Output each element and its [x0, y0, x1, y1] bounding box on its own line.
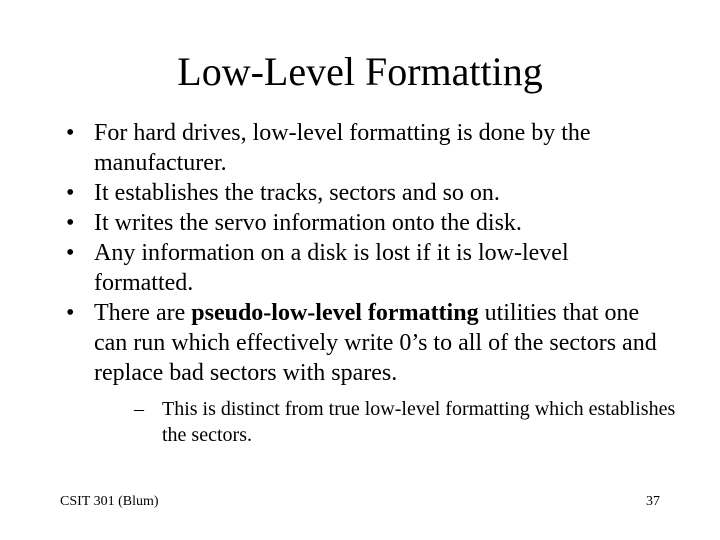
- bullet-item: [60, 238, 660, 298]
- bullet-text-pre: There are: [94, 300, 192, 326]
- bullet-marker: •: [66, 240, 75, 266]
- bullet-marker: •: [66, 210, 75, 236]
- bullet-text-post: utilities that one can run which effectively write 0’s to all of the sectors and replace bad sectors with spares.: [94, 300, 657, 386]
- page-number: 37: [646, 494, 660, 509]
- bullet-item: [60, 118, 660, 178]
- bullet-marker: •: [66, 180, 75, 206]
- bullet-list: [60, 118, 676, 448]
- sub-bullet-marker: –: [134, 398, 144, 420]
- bullet-item: [60, 298, 676, 448]
- bullet-item: [60, 208, 660, 238]
- slide-title: Low-Level Formatting: [177, 49, 543, 94]
- bullet-marker: •: [66, 300, 75, 326]
- sub-bullet-item: [134, 396, 682, 448]
- bullet-marker: •: [66, 120, 75, 146]
- bullet-item: [60, 178, 660, 208]
- bullet-text: It writes the servo information onto the disk.: [94, 210, 522, 236]
- bullet-text: Any information on a disk is lost if it is low-level formatted.: [94, 240, 569, 296]
- bullet-text-bold-term: pseudo-low-level formatting: [191, 300, 479, 326]
- sub-bullet-text: This is distinct from true low-level formatting which establishes the sectors.: [162, 398, 676, 446]
- bullet-text: For hard drives, low-level formatting is done by the manufacturer.: [94, 120, 591, 176]
- bullet-text: It establishes the tracks, sectors and so on.: [94, 180, 500, 206]
- footer-course-label: CSIT 301 (Blum): [60, 494, 159, 509]
